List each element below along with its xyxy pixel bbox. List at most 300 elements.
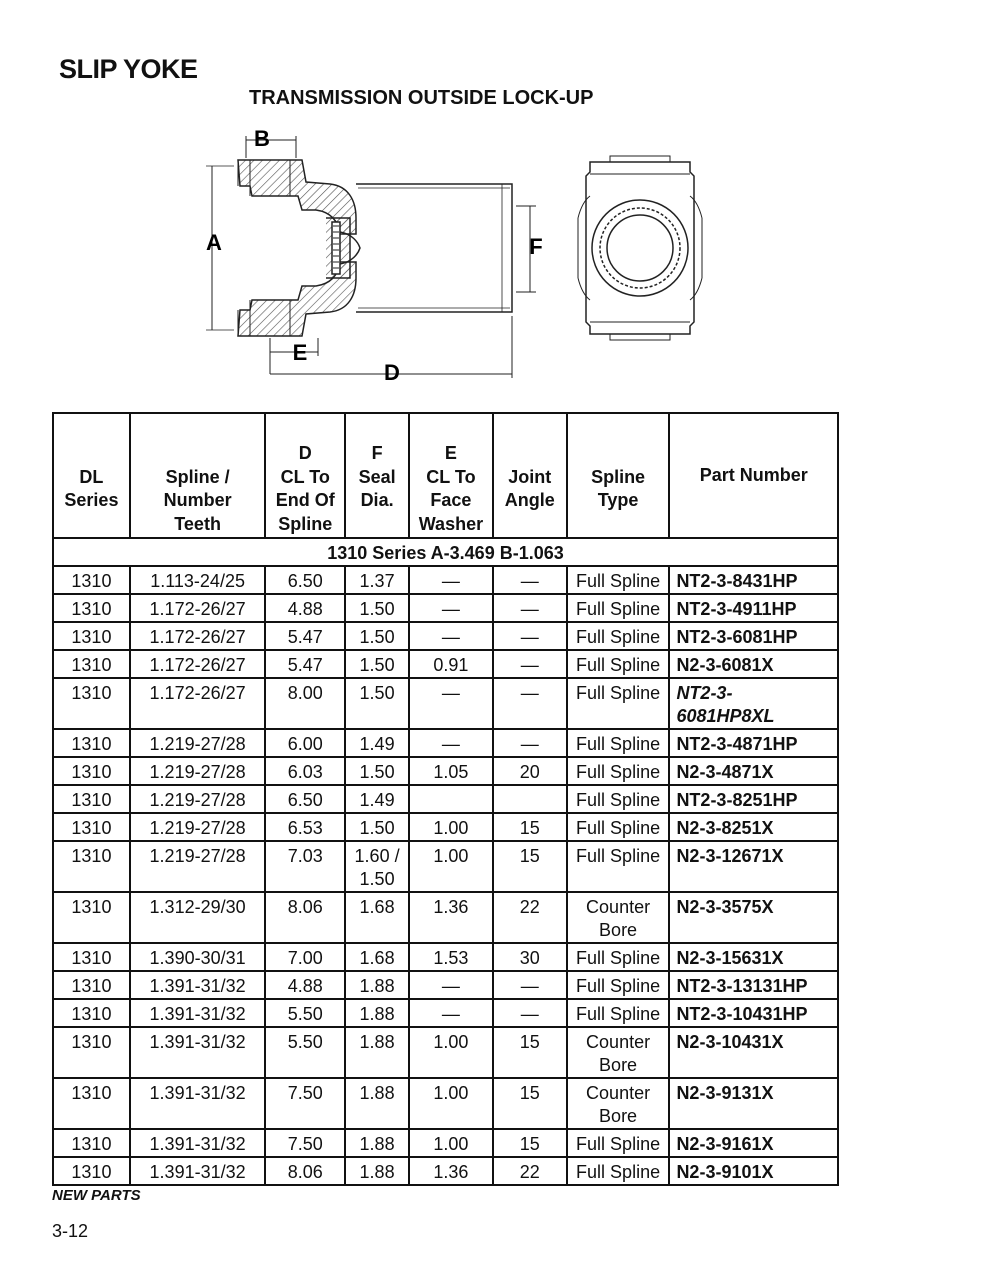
label-a: A [206,230,222,255]
cell-text: 1.219-27/28 [149,790,246,810]
cell-f [345,892,409,943]
cell-type [567,566,670,594]
cell-part [669,729,838,757]
cell-text: 4.88 [287,599,323,619]
cell-series [53,566,130,594]
table-row [53,943,838,971]
cell-text: — [441,599,460,619]
cell-d [265,650,345,678]
cell-angle [493,594,567,622]
column-header [53,413,130,538]
cell-text: 6.03 [287,762,323,782]
cell-text: Full Spline [576,571,661,591]
cell-series [53,650,130,678]
cell-series [53,841,130,892]
cell-type [567,785,670,813]
header-line: Spline [278,513,333,534]
cell-angle [493,892,567,943]
cell-text: 15 [519,1083,540,1103]
cell-f [345,1078,409,1129]
header-line [672,511,835,535]
cell-part [669,892,838,943]
cell-text: 1.60 / [354,846,400,866]
cell-text: 1.50 [359,627,395,647]
cell-d [265,999,345,1027]
page-title: SLIP YOKE [59,54,198,84]
table-row [53,729,838,757]
cell-angle [493,1078,567,1129]
cell-text: Full Spline [576,627,661,647]
cell-text: 1310 [71,571,112,591]
cell-text: 7.00 [287,948,323,968]
cell-text: — [441,571,460,591]
cell-angle [493,971,567,999]
header-line [56,442,127,466]
header-line [348,513,406,537]
cell-part [669,1027,838,1078]
table-row [53,1157,838,1185]
label-b: B [254,126,270,151]
cell-type [567,813,670,841]
cell-part [669,813,838,841]
cell-d [265,1157,345,1185]
table-row [53,785,838,813]
cell-text: 1.88 [359,976,395,996]
header-line: Washer [418,513,484,534]
cell-text: 8.06 [287,1162,323,1182]
cell-spline [130,566,265,594]
cell-text: — [520,976,539,996]
cell-text: — [520,1004,539,1024]
cell-text: 1.88 [359,1004,395,1024]
cell-type [567,757,670,785]
cell-part [669,785,838,813]
cell-type [567,971,670,999]
cell-f [345,999,409,1027]
table-row [53,1027,838,1078]
cell-text: 6.00 [287,734,323,754]
cell-part [669,1078,838,1129]
cell-text: N2-3-9101X [676,1162,774,1182]
table-row [53,841,838,892]
cell-part [669,999,838,1027]
cell-spline [130,971,265,999]
header-line: Spline [591,466,646,487]
cell-text: 15 [519,1032,540,1052]
cell-type [567,999,670,1027]
cell-text: 1.68 [359,897,395,917]
cell-text: 1.49 [359,790,395,810]
table-row [53,594,838,622]
table-row [53,813,838,841]
cell-f [345,1157,409,1185]
table-row [53,650,838,678]
new-parts-note: NEW PARTS [52,1187,141,1204]
cell-text: Full Spline [576,1004,661,1024]
column-header [409,413,493,538]
cell-text: 1.50 [359,818,395,838]
cell-e [409,785,493,813]
cell-text: 1.50 [359,655,395,675]
cell-part [669,594,838,622]
cell-angle [493,622,567,650]
cell-text: 1310 [71,734,112,754]
cell-text: 5.47 [287,627,323,647]
cell-text: — [520,683,539,703]
cell-text: 1.50 [359,762,395,782]
header-line: Seal [358,466,396,487]
cell-text: Counter [586,897,651,917]
cell-angle [493,813,567,841]
cell-text: 1.391-31/32 [149,1162,246,1182]
cell-text: 4.88 [287,976,323,996]
cell-text: 7.03 [287,846,323,866]
cell-text: 1310 [71,683,112,703]
cell-text: 1.50 [359,599,395,619]
cell-text: — [520,627,539,647]
cell-text: Counter [586,1032,651,1052]
cell-angle [493,1129,567,1157]
cell-text-line2: Bore [599,1106,638,1126]
cell-type [567,841,670,892]
end-view [578,156,702,340]
column-header [567,413,670,538]
cell-spline [130,1078,265,1129]
cell-part [669,678,838,729]
column-header [345,413,409,538]
cell-text: NT2-3-6081HP [676,627,798,647]
cell-text: 5.50 [287,1004,323,1024]
table-body [53,538,838,1185]
header-line [570,442,667,466]
table-header [53,413,838,538]
cell-spline [130,1157,265,1185]
header-line: Part Number [699,464,808,485]
cell-part [669,971,838,999]
cell-text: — [520,734,539,754]
cell-d [265,943,345,971]
cell-text: 1.00 [433,818,469,838]
header-line: Joint [508,466,552,487]
cell-text: 20 [519,762,540,782]
cell-text: 1310 [71,790,112,810]
cell-text: 1310 [71,818,112,838]
cell-text: 1.391-31/32 [149,1004,246,1024]
cell-text: NT2-3-4911HP [676,599,797,619]
cell-text: 7.50 [287,1083,323,1103]
header-line [56,513,127,537]
header-line: Angle [504,490,555,510]
label-d: D [384,360,400,384]
cell-f [345,813,409,841]
column-header [265,413,345,538]
cell-type [567,729,670,757]
header-line: F [371,443,383,463]
cell-d [265,594,345,622]
cell-text: 1.49 [359,734,395,754]
cell-d [265,1129,345,1157]
cell-f [345,650,409,678]
cell-text: Full Spline [576,790,661,810]
cell-text: 6.50 [287,790,323,810]
cell-f [345,1027,409,1078]
cell-angle [493,757,567,785]
cell-series [53,729,130,757]
table-row [53,999,838,1027]
cell-series [53,813,130,841]
cell-text: Full Spline [576,1134,661,1154]
cell-part [669,566,838,594]
cell-spline [130,999,265,1027]
cell-angle [493,729,567,757]
cell-type [567,943,670,971]
cell-e [409,1129,493,1157]
cell-d [265,841,345,892]
cell-angle [493,785,567,813]
header-line: CL To [280,466,330,487]
cell-text: Full Spline [576,1162,661,1182]
cell-text: 1.53 [433,948,469,968]
cell-e [409,650,493,678]
cell-series [53,999,130,1027]
cell-series [53,1157,130,1185]
cell-f [345,622,409,650]
cell-text-line2: 6081HP8XL [676,706,775,726]
cell-text: 1310 [71,627,112,647]
cell-series [53,943,130,971]
cell-type [567,1078,670,1129]
cell-text: 15 [519,846,540,866]
cell-text: NT2-3-8431HP [676,571,798,591]
cell-text: NT2-3-4871HP [676,734,798,754]
label-e: E [292,340,308,365]
cell-text: 1310 [71,1004,112,1024]
cell-type [567,650,670,678]
cell-text: 0.91 [433,655,469,675]
header-line: Spline / [165,466,230,487]
table-row [53,971,838,999]
column-header [669,413,838,538]
cell-text: 1.391-31/32 [149,1134,246,1154]
cell-d [265,566,345,594]
cell-series [53,892,130,943]
cell-d [265,971,345,999]
cell-text: — [441,683,460,703]
cell-text: NT2-3-8251HP [676,790,798,810]
cell-text: N2-3-8251X [676,818,774,838]
header-line: End Of [275,490,335,510]
cell-text: 1.00 [433,1032,469,1052]
cell-e [409,622,493,650]
cell-text: 1.88 [359,1134,395,1154]
cell-series [53,1078,130,1129]
cell-angle [493,943,567,971]
header-line: D [298,443,312,463]
cell-e [409,841,493,892]
cell-text: 1310 [71,897,112,917]
cell-f [345,841,409,892]
cell-text: — [520,571,539,591]
cell-text: 1.219-27/28 [149,846,246,866]
cell-series [53,971,130,999]
cell-text: Full Spline [576,846,661,866]
cell-text: 1.391-31/32 [149,1083,246,1103]
cell-text: 1310 [71,976,112,996]
cell-series [53,785,130,813]
cell-f [345,943,409,971]
cell-series [53,1027,130,1078]
column-header [493,413,567,538]
cell-text: Full Spline [576,948,661,968]
cell-text: 1.172-26/27 [149,627,246,647]
cell-text: 1.37 [359,571,395,591]
cell-text: Full Spline [576,655,661,675]
cell-angle [493,1157,567,1185]
cell-text: N2-3-3575X [676,897,774,917]
cell-text: Counter [586,1083,651,1103]
cell-text: 1310 [71,1162,112,1182]
header-line [672,487,835,511]
cell-e [409,1157,493,1185]
cell-text: NT2-3- [676,683,733,703]
cell-f [345,594,409,622]
cell-text-line2: Bore [599,920,638,940]
table-row [53,566,838,594]
cell-series [53,594,130,622]
cell-angle [493,841,567,892]
cell-text: 1.50 [359,683,395,703]
cell-d [265,757,345,785]
cell-text: 8.06 [287,897,323,917]
cell-spline [130,1027,265,1078]
cell-text: 1.391-31/32 [149,976,246,996]
cell-text: 1.219-27/28 [149,818,246,838]
cell-text: 1310 [71,1134,112,1154]
cell-text: 1.113-24/25 [150,571,245,591]
cell-text: 1.68 [359,948,395,968]
cell-text: 22 [519,897,540,917]
cell-text: N2-3-12671X [676,846,784,866]
header-line: Teeth [174,513,221,534]
cell-spline [130,943,265,971]
table-row [53,757,838,785]
cell-f [345,971,409,999]
cell-text: 30 [519,948,540,968]
cell-text: NT2-3-10431HP [676,1004,808,1024]
table-row [53,622,838,650]
cell-text: 1310 [71,762,112,782]
cell-f [345,566,409,594]
label-f: F [529,234,543,259]
cell-spline [130,1129,265,1157]
cell-spline [130,678,265,729]
cell-text: 8.00 [287,683,323,703]
header-line [133,442,262,466]
cell-text: 1.172-26/27 [149,655,246,675]
cell-f [345,729,409,757]
cell-text: Full Spline [576,683,661,703]
cell-angle [493,566,567,594]
cell-text-line2: 1.50 [359,869,395,889]
cell-e [409,594,493,622]
cell-text: 1310 [71,948,112,968]
cell-spline [130,892,265,943]
cell-spline [130,729,265,757]
cell-text: NT2-3-13131HP [676,976,808,996]
spec-table [52,412,839,1186]
cell-text: 1.88 [359,1162,395,1182]
cell-e [409,678,493,729]
header-line: CL To [426,466,476,487]
cell-d [265,729,345,757]
cell-type [567,892,670,943]
cell-text: — [441,976,460,996]
page-subtitle: TRANSMISSION OUTSIDE LOCK-UP [249,87,594,109]
cell-type [567,622,670,650]
cell-text: 1.88 [359,1032,395,1052]
cell-text: 15 [519,1134,540,1154]
cell-text: 1310 [71,1032,112,1052]
header-line: E [444,443,457,463]
cell-text: 1.219-27/28 [149,762,246,782]
cell-text: 1310 [71,599,112,619]
cell-text: — [441,734,460,754]
header-line: Type [597,490,639,510]
cell-part [669,943,838,971]
cell-text: 1.172-26/27 [149,683,246,703]
cell-spline [130,757,265,785]
cell-text: 7.50 [287,1134,323,1154]
cell-text: 1.172-26/27 [149,599,246,619]
cell-text: 1.00 [433,1083,469,1103]
cell-text: 1310 [71,846,112,866]
cell-text: 5.50 [287,1032,323,1052]
header-line [496,513,564,537]
cell-e [409,813,493,841]
cell-d [265,813,345,841]
cell-series [53,678,130,729]
cell-spline [130,650,265,678]
cell-text: 15 [519,818,540,838]
cell-e [409,943,493,971]
cell-type [567,594,670,622]
cell-f [345,678,409,729]
cell-text: 1.05 [433,762,469,782]
table-row [53,678,838,729]
header-line: Series [64,490,119,510]
cell-text: N2-3-6081X [676,655,774,675]
cell-d [265,622,345,650]
cell-spline [130,841,265,892]
series-row: 1310 Series A-3.469 B-1.063 [53,538,838,566]
header-line [496,442,564,466]
table-row [53,892,838,943]
cell-text: 22 [519,1162,540,1182]
header-line [672,440,835,464]
header-line: Number [163,490,232,510]
cell-part [669,841,838,892]
cell-text: Full Spline [576,762,661,782]
cell-text: 1310 [71,655,112,675]
cell-text: 1.312-29/30 [149,897,246,917]
cell-e [409,999,493,1027]
column-header [130,413,265,538]
cell-e [409,566,493,594]
cell-text: 5.47 [287,655,323,675]
cell-e [409,1078,493,1129]
cell-angle [493,650,567,678]
cell-text: — [441,627,460,647]
